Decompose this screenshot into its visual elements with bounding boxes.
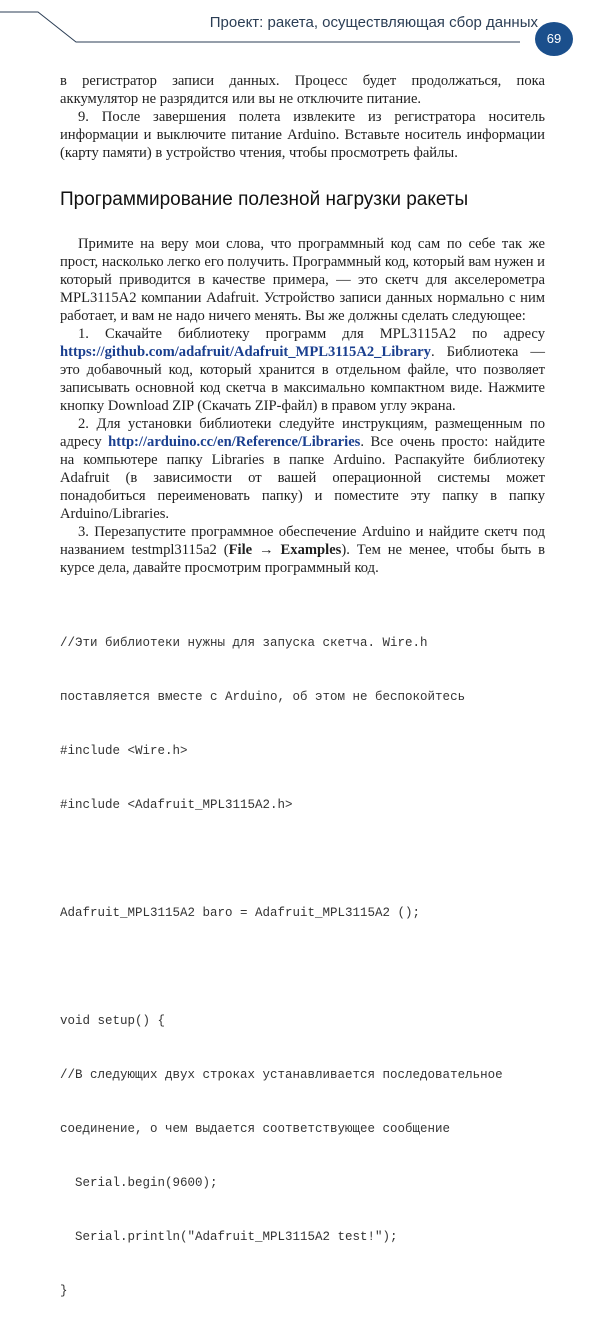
menu-path: File → Examples [228,542,342,558]
arduino-libraries-link[interactable]: http://arduino.cc/en/Reference/Libraries [108,434,361,450]
step-3 [60,523,545,577]
step-3-text: 3. Перезапустите программное обеспечение Arduino и найдите скетч под названием testmpl3115a2 ( [60,524,545,558]
code-line: #include <Wire.h> [60,744,188,758]
page-number-badge: 69 [535,22,573,56]
step-3-text-after: ). Тем не менее, чтобы быть в курсе дела, давайте просмотрим программный код. [60,542,545,576]
step-2-text: 2. Для установки библиотеки следуйте инструкциям, размещенным по адресу [60,416,545,450]
code-line: //Эти библиотеки нужны для запуска скетча. Wire.h [60,636,428,650]
step-2-text-after: . Все очень просто: найдите на компьютере папку Libraries в папке Arduino. Распакуйте библиотеку Adafruit (в зависимости от вашей операционной системы может понадобиться переименовать папку) и поместите эту папку в папку Arduino/Libraries. [60,434,545,522]
code-line: Serial.begin(9600); [60,1176,218,1190]
code-line: соединение, о чем выдается соответствующее сообщение [60,1122,451,1136]
code-listing [60,598,560,1318]
code-line: //В следующих двух строках устанавливается последовательное [60,1068,503,1082]
step-1-text: 1. Скачайте библиотеку программ для MPL3115A2 по адресу [78,326,545,342]
step-2 [60,415,545,523]
code-line: #include <Adafruit_MPL3115A2.h> [60,798,293,812]
section-body [60,235,545,577]
code-line: void setup() { [60,1014,166,1028]
adafruit-library-link[interactable]: https://github.com/adafruit/Adafruit_MPL3115A2_Library [60,344,431,360]
code-line: Adafruit_MPL3115A2 baro = Adafruit_MPL3115A2 (); [60,906,421,920]
code-line [60,850,560,868]
intro-block [60,72,545,162]
section-heading: Программирование полезной нагрузки ракеты [60,189,469,210]
code-line: поставляется вместе с Arduino, об этом не беспокойтесь [60,690,466,704]
running-header: Проект: ракета, осуществляющая сбор данных [209,14,538,31]
code-line [60,958,560,976]
continuation-paragraph: в регистратор записи данных. Процесс будет продолжаться, пока аккумулятор не разрядится или вы не отключите питание. [60,73,545,107]
code-line: Serial.println("Adafruit_MPL3115A2 test!"); [60,1230,398,1244]
step-1-text-after: . Библиотека — это добавочный код, который хранится в отдельном файле, что позволяет записывать основной код скетча в максимально компактном виде. Нажмите кнопку Download ZIP (Скачать ZIP-файл) в правом углу экрана. [60,344,545,414]
step-1 [60,325,545,415]
intro-paragraph: Примите на веру мои слова, что программный код сам по себе так же прост, насколько легко его получить. Программный код, который вам нужен и который приводится в качестве примера, — это скетч для акселерометра MPL3115A2 компании Adafruit. Устройство записи данных нормально с ним работает, и вам не надо ничего менять. Вы же должны сделать следующее: [60,236,545,324]
code-line: } [60,1284,68,1298]
step-9: 9. После завершения полета извлеките из регистратора носитель информации и выключите питание Arduino. Вставьте носитель информации (карту памяти) в устройство чтения, чтобы просмотреть файлы. [60,109,545,161]
